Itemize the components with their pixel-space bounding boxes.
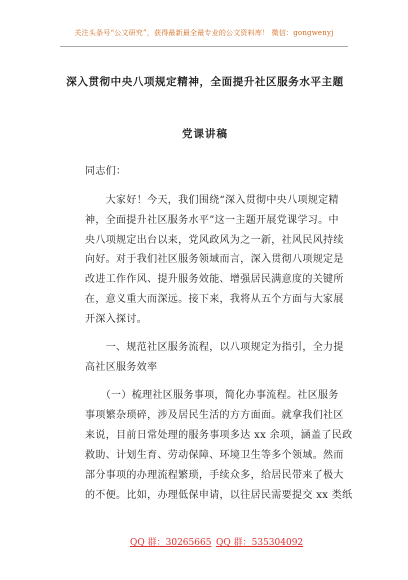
greeting-line: 同志们： <box>85 166 127 177</box>
footer-qq-group-link[interactable]: QQ 群：30265665 <box>130 538 212 548</box>
document-title: 深入贯彻中央八项规定精神，全面提升社区服务水平主题 <box>66 76 344 88</box>
header-divider <box>60 46 348 47</box>
body-line: 神，全面提升社区服务水平”这一主题开展党课学习。中 <box>85 215 339 226</box>
footer-qq-group-link[interactable]: QQ 群：535304092 <box>216 538 304 548</box>
body-line: 救助、计划生育、劳动保障、环境卫生等多个领域。然而 <box>85 450 344 461</box>
header-banner: 关注头条号“公文研究”，获得最新最全最专业的公文资料库！ 微信：gongwenyj <box>74 29 334 37</box>
body-line: 向好。对于我们社区服务领域而言，深入贯彻八项规定是 <box>85 254 344 265</box>
section-heading-line: 高社区服务效率 <box>85 362 158 373</box>
body-line: 部分事项的办理流程繁琐，手续众多，给居民带来了极大 <box>85 470 344 481</box>
body-line: 改进工作作风、提升服务效能、增强居民满意度的关键所 <box>85 274 344 285</box>
body-line: 央八项规定出台以来，党风政风为之一新，社风民风持续 <box>85 235 344 246</box>
section-heading-line: 一、规范社区服务流程，以八项规定为指引，全力提 <box>85 342 344 353</box>
document-subtitle: 党课讲稿 <box>182 128 228 140</box>
body-line: 的不便。比如，办理低保申请，以往居民需要提交 xx 类纸 <box>85 490 353 501</box>
body-line: （一）梳理社区服务事项，简化办事流程。社区服务 <box>85 390 339 401</box>
body-line: 来说，目前日常处理的服务事项多达 xx 余项，涵盖了民政 <box>85 430 353 441</box>
body-line: 大家好！今天，我们围绕“深入贯彻中央八项规定精 <box>85 195 339 206</box>
body-line: 开深入探讨。 <box>85 314 148 325</box>
body-line: 事项繁杂琐碎，涉及居民生活的方方面面。就拿我们社区 <box>85 410 344 421</box>
body-line: 在，意义重大而深远。接下来，我将从五个方面与大家展 <box>85 294 344 305</box>
